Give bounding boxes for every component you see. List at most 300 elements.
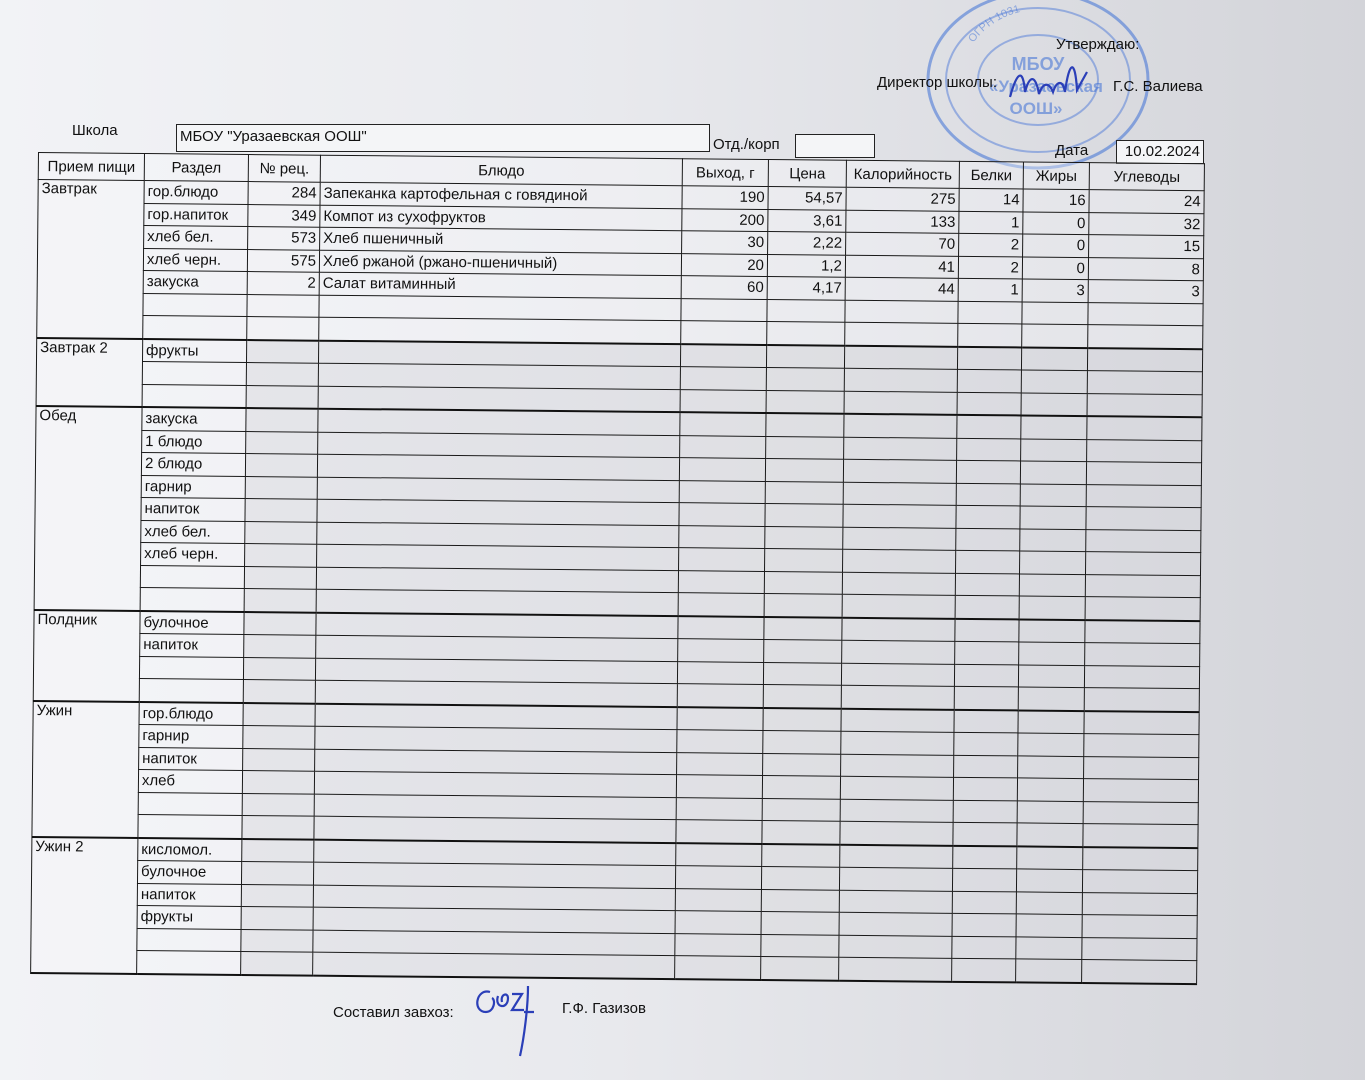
school-value: МБОУ "Уразаевская ООШ" <box>180 128 367 145</box>
fats-cell <box>1016 936 1082 959</box>
section-cell: гарнир <box>141 475 245 498</box>
recipe-cell: 2 <box>247 272 319 295</box>
carbs-cell <box>1084 734 1199 758</box>
price-cell <box>761 956 839 980</box>
calories-cell <box>839 935 952 959</box>
section-cell <box>139 678 243 702</box>
section-cell: закуска <box>142 407 246 431</box>
recipe-cell <box>244 566 316 589</box>
carbs-cell <box>1083 824 1198 848</box>
col-price: Цена <box>768 160 846 188</box>
carbs-cell <box>1087 416 1202 440</box>
recipe-cell <box>246 408 318 432</box>
corp-field <box>795 134 875 158</box>
carbs-cell <box>1083 847 1198 871</box>
calories-cell <box>843 527 956 551</box>
dish-cell <box>318 409 680 435</box>
fats-cell <box>1021 392 1087 416</box>
fats-cell <box>1018 755 1084 778</box>
price-cell <box>764 571 842 594</box>
yield-cell <box>675 866 761 889</box>
dish-cell <box>314 839 676 865</box>
section-cell: кисломол. <box>138 837 242 861</box>
col-carbs: Углеводы <box>1089 163 1204 191</box>
price-cell <box>761 889 839 912</box>
yield-cell <box>679 480 765 503</box>
section-cell: булочное <box>137 860 241 883</box>
section-cell <box>142 362 246 385</box>
recipe-cell <box>243 657 315 680</box>
fats-cell <box>1017 823 1083 847</box>
yield-cell <box>681 298 767 321</box>
calories-cell <box>841 754 954 778</box>
section-cell: фрукты <box>142 339 246 363</box>
recipe-cell <box>246 340 318 364</box>
recipe-cell <box>245 454 317 477</box>
fats-cell <box>1019 642 1085 665</box>
dish-cell: Хлеб ржаной (ржано-пшеничный) <box>319 250 681 276</box>
price-cell <box>763 662 841 685</box>
section-cell <box>139 656 243 679</box>
proteins-cell <box>954 709 1018 733</box>
col-recipe: № рец. <box>248 155 320 183</box>
recipe-cell: 349 <box>248 204 320 227</box>
calories-cell: 44 <box>845 277 958 301</box>
yield-cell: 200 <box>682 208 768 231</box>
price-cell <box>765 458 843 481</box>
yield-cell <box>679 458 765 481</box>
carbs-cell <box>1085 620 1200 644</box>
calories-cell <box>839 957 952 981</box>
price-cell <box>764 639 842 662</box>
carbs-cell <box>1086 462 1201 486</box>
proteins-cell <box>955 618 1019 642</box>
section-cell <box>138 792 242 815</box>
fats-cell <box>1021 347 1087 371</box>
price-cell <box>765 503 843 526</box>
stamp-line-2: «Уразаевская <box>989 77 1103 96</box>
carbs-cell <box>1087 371 1202 395</box>
fats-cell <box>1021 370 1087 393</box>
calories-cell <box>842 617 955 641</box>
section-cell: хлеб <box>138 769 242 792</box>
price-cell: 1,2 <box>767 254 845 277</box>
proteins-cell <box>954 732 1018 755</box>
carbs-cell <box>1085 574 1200 598</box>
director-label: Директор школы: <box>877 74 997 91</box>
carbs-cell <box>1086 507 1201 531</box>
yield-cell <box>677 752 763 775</box>
price-cell <box>763 684 841 708</box>
fats-cell <box>1017 778 1083 801</box>
carbs-cell <box>1088 302 1203 326</box>
yield-cell <box>677 707 763 731</box>
carbs-cell: 24 <box>1089 190 1204 214</box>
fats-cell <box>1019 551 1085 574</box>
section-cell: хлеб черн. <box>143 248 247 271</box>
price-cell <box>763 730 841 753</box>
section-cell <box>143 316 247 340</box>
price-cell <box>765 526 843 549</box>
recipe-cell: 284 <box>248 182 320 205</box>
proteins-cell <box>957 369 1021 392</box>
calories-cell <box>845 300 958 324</box>
price-cell <box>764 616 842 640</box>
proteins-cell <box>952 891 1016 914</box>
proteins-cell <box>957 415 1021 439</box>
price-cell <box>763 707 841 731</box>
meal-name-cell: Обед <box>34 406 142 611</box>
yield-cell <box>676 843 762 867</box>
calories-cell <box>842 572 955 596</box>
proteins-cell: 1 <box>958 278 1022 301</box>
proteins-cell <box>953 822 1017 846</box>
recipe-cell: 575 <box>247 249 319 272</box>
section-cell: напиток <box>137 883 241 906</box>
carbs-cell <box>1084 756 1199 780</box>
recipe-cell <box>243 748 315 771</box>
calories-cell <box>844 345 957 369</box>
section-cell: хлеб черн. <box>141 543 245 566</box>
calories-cell <box>843 549 956 573</box>
carbs-cell: 32 <box>1089 212 1204 236</box>
recipe-cell: 573 <box>248 227 320 250</box>
calories-cell <box>839 867 952 891</box>
price-cell <box>767 322 845 346</box>
recipe-cell <box>242 815 314 839</box>
stamp-ring-text: ОГРН 1031 <box>966 3 1022 45</box>
corp-label: Отд./корп <box>713 136 780 153</box>
yield-cell <box>678 639 764 662</box>
carbs-cell <box>1084 688 1199 712</box>
price-cell: 2,22 <box>768 232 846 255</box>
recipe-cell <box>245 476 317 499</box>
fats-cell <box>1019 596 1085 620</box>
carbs-cell: 15 <box>1089 235 1204 259</box>
fats-cell <box>1017 800 1083 823</box>
proteins-cell <box>953 800 1017 823</box>
dish-cell: Компот из сухофруктов <box>320 205 682 231</box>
section-cell <box>140 565 244 588</box>
price-cell: 4,17 <box>767 277 845 300</box>
price-cell <box>761 866 839 889</box>
calories-cell <box>841 731 954 755</box>
dish-cell: Запеканка картофельная с говядиной <box>320 182 682 208</box>
dish-cell <box>316 589 678 615</box>
carbs-cell <box>1088 325 1203 349</box>
fats-cell: 16 <box>1023 189 1089 212</box>
section-cell: гор.блюдо <box>139 701 243 725</box>
carbs-cell <box>1087 439 1202 463</box>
section-cell: гор.блюдо <box>144 181 248 204</box>
proteins-cell <box>957 346 1021 370</box>
recipe-cell <box>247 317 319 341</box>
yield-cell <box>679 525 765 548</box>
fats-cell <box>1018 710 1084 734</box>
proteins-cell <box>956 550 1020 573</box>
calories-cell <box>844 414 957 438</box>
section-cell <box>137 928 241 951</box>
section-cell: хлеб бел. <box>141 520 245 543</box>
yield-cell <box>676 797 762 820</box>
section-cell: напиток <box>140 634 244 657</box>
fats-cell <box>1020 528 1086 551</box>
carbs-cell <box>1082 870 1197 894</box>
calories-cell <box>843 459 956 483</box>
carbs-cell <box>1087 393 1202 417</box>
calories-cell <box>841 663 954 687</box>
calories-cell <box>844 391 957 415</box>
date-value: 10.02.2024 <box>1124 143 1200 160</box>
meal-name-cell: Полдник <box>33 609 140 701</box>
yield-cell <box>678 616 764 640</box>
composed-label: Составил завхоз: <box>333 1004 454 1021</box>
section-cell: гарнир <box>139 724 243 747</box>
proteins-cell <box>957 392 1021 416</box>
fats-cell: 0 <box>1023 234 1089 257</box>
fats-cell <box>1020 506 1086 529</box>
calories-cell <box>839 890 952 914</box>
menu-table-wrapper <box>30 152 1204 995</box>
menu-table <box>30 152 1205 985</box>
composed-name: Г.Ф. Газизов <box>562 1000 646 1017</box>
price-cell <box>762 798 840 821</box>
price-cell <box>766 413 844 437</box>
dish-cell <box>314 816 676 842</box>
recipe-cell <box>241 929 313 952</box>
recipe-cell <box>243 702 315 726</box>
director-signature <box>1005 52 1095 112</box>
recipe-cell <box>242 793 314 816</box>
section-cell: напиток <box>141 498 245 521</box>
recipe-cell <box>241 861 313 884</box>
proteins-cell <box>952 913 1016 936</box>
proteins-cell <box>955 641 1019 664</box>
proteins-cell: 2 <box>958 256 1022 279</box>
price-cell <box>761 934 839 957</box>
section-cell: 2 блюдо <box>141 453 245 476</box>
fats-cell: 0 <box>1023 211 1089 234</box>
director-name: Г.С. Валиева <box>1113 78 1203 95</box>
recipe-cell <box>247 294 319 317</box>
calories-cell: 41 <box>845 255 958 279</box>
carbs-cell <box>1085 597 1200 621</box>
recipe-cell <box>246 385 318 409</box>
calories-cell <box>841 708 954 732</box>
recipe-cell <box>246 431 318 454</box>
fats-cell <box>1022 324 1088 348</box>
carbs-cell <box>1082 937 1197 961</box>
price-cell <box>765 481 843 504</box>
section-cell: закуска <box>143 271 247 294</box>
stamp-line-1: МБОУ <box>1011 54 1065 74</box>
recipe-cell <box>244 634 316 657</box>
proteins-cell <box>955 573 1019 596</box>
fats-cell <box>1018 664 1084 687</box>
carbs-cell <box>1086 484 1201 508</box>
calories-cell: 70 <box>846 232 959 256</box>
proteins-cell <box>952 868 1016 891</box>
yield-cell <box>680 412 766 436</box>
calories-cell: 275 <box>846 187 959 211</box>
proteins-cell <box>954 664 1018 687</box>
carbs-cell <box>1087 348 1202 372</box>
school-field <box>176 124 710 152</box>
dish-cell <box>315 680 677 706</box>
proteins-cell <box>954 755 1018 778</box>
recipe-cell <box>241 906 313 929</box>
calories-cell <box>840 799 953 823</box>
proteins-cell <box>952 958 1016 982</box>
fats-cell: 0 <box>1022 256 1088 279</box>
fats-cell: 3 <box>1022 279 1088 302</box>
fats-cell <box>1021 415 1087 439</box>
yield-cell <box>679 503 765 526</box>
proteins-cell: 1 <box>959 211 1023 234</box>
col-proteins: Белки <box>959 161 1023 189</box>
proteins-cell <box>956 505 1020 528</box>
price-cell <box>765 548 843 571</box>
proteins-cell: 2 <box>959 233 1023 256</box>
fats-cell <box>1017 846 1083 870</box>
yield-cell <box>676 820 762 844</box>
proteins-cell <box>956 460 1020 483</box>
price-cell <box>762 775 840 798</box>
price-cell <box>766 390 844 414</box>
recipe-cell <box>245 521 317 544</box>
price-cell <box>761 911 839 934</box>
col-fats: Жиры <box>1023 162 1089 190</box>
price-cell <box>766 368 844 391</box>
section-cell: 1 блюдо <box>142 430 246 453</box>
price-cell <box>764 593 842 617</box>
price-cell <box>762 820 840 844</box>
recipe-cell <box>244 589 316 613</box>
carbs-cell: 8 <box>1088 257 1203 281</box>
price-cell: 3,61 <box>768 209 846 232</box>
yield-cell <box>677 684 763 708</box>
dish-cell <box>315 703 677 729</box>
section-cell <box>142 384 246 408</box>
meal-name-cell: Ужин 2 <box>31 836 138 973</box>
section-cell <box>143 293 247 316</box>
fats-cell <box>1016 959 1082 983</box>
yield-cell <box>677 661 763 684</box>
section-cell: фрукты <box>137 905 241 928</box>
proteins-cell <box>956 528 1020 551</box>
calories-cell <box>841 685 954 709</box>
yield-cell: 190 <box>682 186 768 209</box>
calories-cell <box>844 437 957 461</box>
fats-cell <box>1021 438 1087 461</box>
recipe-cell <box>246 363 318 386</box>
yield-cell <box>681 321 767 345</box>
fats-cell <box>1016 891 1082 914</box>
stamp-line-3: ООШ» <box>1009 99 1063 118</box>
carbs-cell <box>1083 801 1198 825</box>
section-cell <box>137 950 241 974</box>
section-cell <box>140 588 244 612</box>
dish-cell <box>319 317 681 343</box>
carbs-cell <box>1083 779 1198 803</box>
recipe-cell <box>243 679 315 703</box>
col-section: Раздел <box>144 154 248 182</box>
recipe-cell <box>241 884 313 907</box>
fats-cell <box>1020 461 1086 484</box>
section-cell: гор.напиток <box>144 203 248 226</box>
price-cell <box>767 299 845 322</box>
calories-cell <box>839 912 952 936</box>
fats-cell <box>1020 483 1086 506</box>
meal-name-cell: Завтрак 2 <box>36 337 143 407</box>
fats-cell <box>1019 573 1085 596</box>
calories-cell <box>840 821 953 845</box>
yield-cell <box>680 367 766 390</box>
section-cell: хлеб бел. <box>144 226 248 249</box>
carbs-cell <box>1085 552 1200 576</box>
fats-cell <box>1018 687 1084 711</box>
carbs-cell <box>1082 892 1197 916</box>
carbs-cell: 3 <box>1088 280 1203 304</box>
col-meal: Прием пищи <box>38 153 144 181</box>
price-cell <box>766 436 844 459</box>
calories-cell <box>840 844 953 868</box>
recipe-cell <box>244 611 316 635</box>
carbs-cell <box>1084 665 1199 689</box>
yield-cell <box>679 548 765 571</box>
yield-cell <box>678 570 764 593</box>
proteins-cell <box>956 483 1020 506</box>
col-dish: Блюдо <box>320 155 682 185</box>
calories-cell <box>843 504 956 528</box>
composed-signature <box>468 978 548 1060</box>
recipe-cell <box>245 544 317 567</box>
proteins-cell <box>957 438 1021 461</box>
carbs-cell <box>1082 960 1197 984</box>
yield-cell <box>678 593 764 617</box>
carbs-cell <box>1086 529 1201 553</box>
approve-label: Утверждаю: <box>1056 36 1140 53</box>
yield-cell: 30 <box>682 231 768 254</box>
recipe-cell <box>241 951 313 975</box>
calories-cell <box>842 640 955 664</box>
proteins-cell <box>953 777 1017 800</box>
yield-cell: 20 <box>681 253 767 276</box>
proteins-cell <box>953 845 1017 869</box>
meal-name-cell: Ужин <box>32 700 139 837</box>
recipe-cell <box>245 499 317 522</box>
dish-cell <box>313 952 675 978</box>
yield-cell <box>680 344 766 368</box>
yield-cell <box>676 775 762 798</box>
calories-cell <box>845 322 958 346</box>
dish-cell: Хлеб пшеничный <box>320 227 682 253</box>
fats-cell <box>1016 869 1082 892</box>
fats-cell <box>1016 914 1082 937</box>
col-calories: Калорийность <box>846 160 959 188</box>
fats-cell <box>1018 733 1084 756</box>
carbs-cell <box>1085 643 1200 667</box>
carbs-cell <box>1084 711 1199 735</box>
recipe-cell <box>243 725 315 748</box>
proteins-cell <box>952 936 1016 959</box>
price-cell: 54,57 <box>768 187 846 210</box>
proteins-cell: 14 <box>959 188 1023 211</box>
school-label: Школа <box>72 122 118 139</box>
section-cell <box>138 814 242 838</box>
proteins-cell <box>954 686 1018 710</box>
price-cell <box>762 843 840 867</box>
